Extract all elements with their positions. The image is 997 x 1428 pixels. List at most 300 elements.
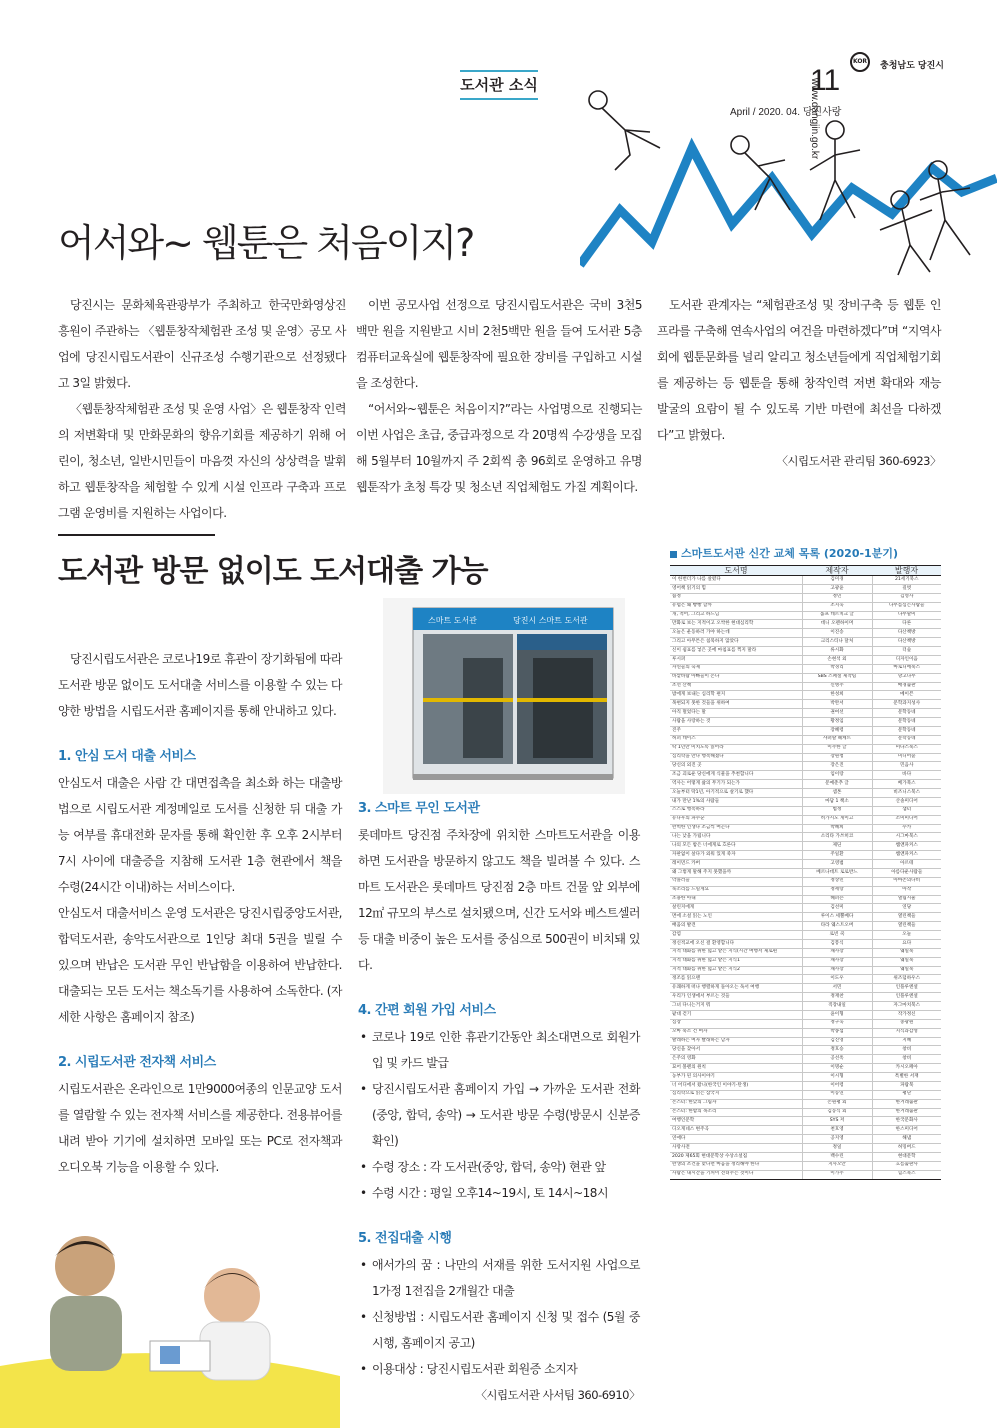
book-maker-cell: 이명순 — [802, 1064, 872, 1073]
book-title-cell: 당신을 찾아서 — [670, 1046, 802, 1055]
book-title-cell: 조금 괴로운 당신에게 식물을 추천합니다 — [670, 771, 802, 780]
webtoon-illustration — [580, 60, 997, 280]
book-publisher-cell: 요다 — [872, 939, 941, 948]
table-row — [670, 931, 941, 940]
table-row — [670, 762, 941, 771]
book-maker-cell: 정일 — [802, 1144, 872, 1153]
book-publisher-cell: 문학동네 — [872, 709, 941, 718]
article2-rule — [58, 534, 215, 536]
book-title-cell: 오늘부터 딱1년, 아기적으로 살기로 했다 — [670, 789, 802, 798]
book-maker-cell: 채사장 — [802, 966, 872, 975]
article2-s5-item: • 신청방법 : 시립도서관 홈페이지 신청 및 접수 (5월 중 시행, 홈페이지 공고) — [358, 1304, 640, 1356]
book-publisher-cell: 힐스북스 — [872, 1170, 941, 1179]
book-maker-cell: 정세랑 — [802, 886, 872, 895]
table-row — [670, 877, 941, 886]
book-publisher-cell: 웨일북 — [872, 948, 941, 957]
book-title-cell: 밤에게 보내는 심리학 편지 — [670, 691, 802, 700]
book-publisher-cell: 망고나무 — [872, 673, 941, 682]
book-title-cell: 정조를 읽으랜 — [670, 975, 802, 984]
table-row — [670, 1117, 941, 1126]
book-publisher-cell: 나무말미 — [872, 611, 941, 620]
book-publisher-cell: 웨일북 — [872, 957, 941, 966]
book-title-cell: 개, 적어, 그리고 하느님 — [670, 611, 802, 620]
book-title-cell: 루시퍼 — [670, 655, 802, 664]
book-publisher-cell: 메이븐 — [872, 691, 941, 700]
book-maker-cell: 법정 — [802, 806, 872, 815]
book-title-cell: 꼬마 북소 건 여자 — [670, 1028, 802, 1037]
table-row — [670, 726, 941, 735]
book-title-cell: 지적 대화를 위한 넓고 얕은 지식1 — [670, 957, 802, 966]
book-publisher-cell: 베가북스 — [872, 780, 941, 789]
table-row — [670, 620, 941, 629]
book-title-cell: 정신적교에 오신 걸 환영합니다 — [670, 939, 802, 948]
book-publisher-cell: 해냄 — [872, 1135, 941, 1144]
book-maker-cell: 천호영 — [802, 1126, 872, 1135]
article2-s5-title: 5. 전집대출 시행 — [358, 1231, 452, 1246]
table-row — [670, 851, 941, 860]
book-publisher-cell: 웨일북 — [872, 966, 941, 975]
book-publisher-cell: 오늘 — [872, 931, 941, 940]
children-reading-photo — [0, 1226, 340, 1428]
book-publisher-cell: 한스미디어 — [872, 1126, 941, 1135]
book-title-cell: 아직 멀었다는 말 — [670, 709, 802, 718]
book-maker-cell: 김진영 — [802, 1037, 872, 1046]
book-maker-cell: 공선옥 — [802, 1055, 872, 1064]
book-publisher-cell: 21세기북스 — [872, 576, 941, 585]
table-row — [670, 718, 941, 727]
book-publisher-cell: 길벗 — [872, 584, 941, 593]
book-publisher-cell: 디자인이음 — [872, 655, 941, 664]
page-number: 11 — [810, 64, 840, 97]
book-title-cell: 내가 만난 1%의 사람들 — [670, 797, 802, 806]
book-publisher-cell: 문학동네 — [872, 726, 941, 735]
table-row — [670, 1144, 941, 1153]
article2-s3-para-1: 롯데마트 당진점 주차장에 위치한 스마트도서관을 이용하면 도서관을 방문하지 않고도 책을 빌려볼 수 있다. 스마트 도서관은 롯데마트 당진점 2층 마트 건물 앞 외부에 12㎡ 규모의 부스로 설치됐으며, 신간 도서와 베스트셀러 등 대출 비중이 높은 도서를 중심으로 500권이 비치돼 있다. — [358, 828, 640, 972]
table-row — [670, 913, 941, 922]
section-tag — [460, 74, 538, 95]
book-publisher-cell: 비즈니스북스 — [872, 789, 941, 798]
book-maker-cell: 샤퍼랄 헤케트 — [802, 735, 872, 744]
book-maker-cell: 공지영 — [802, 1135, 872, 1144]
book-title-cell: 나의 모든 밤은 너에게로 흐른다 — [670, 842, 802, 851]
book-publisher-cell: 문학과지성사 — [872, 700, 941, 709]
book-maker-cell: 루이스 세뿔베다 — [802, 913, 872, 922]
smart-library-kiosk-photo — [383, 598, 625, 794]
book-title-cell: 연애다 — [670, 1135, 802, 1144]
table-row — [670, 948, 941, 957]
table-row — [670, 638, 941, 647]
table-row — [670, 1152, 941, 1161]
book-publisher-cell: 수카 — [872, 824, 941, 833]
article2-s1-para-2: 안심도서 대출서비스 운영 도서관은 당진시립중앙도서관, 합덕도서관, 송악도서관으로 1인당 최대 5권을 빌릴 수 있으며 반납은 도서관 무인 반납함을 이용하여 반납한다. 대출되는 모든 도서는 책소독기를 사용하여 소독한다. (자세한 사항은 홈페이지 참조) — [58, 906, 342, 1024]
book-maker-cell: 신병주 — [802, 682, 872, 691]
article2-s2-para-1: 시립도서관은 온라인으로 1만9000여종의 인문교양 도서를 열람할 수 있는 전자책 서비스를 제공한다. 전용뷰어를 내려 받아 기기에 설치하면 모바일 또는 PC로 전자책과 오디오북 기능을 이용할 수 있다. — [58, 1082, 342, 1174]
book-title-cell: 영어책 읽기의 힘 — [670, 584, 802, 593]
book-maker-cell: 서민 — [802, 984, 872, 993]
table-row — [670, 1010, 941, 1019]
book-maker-cell: 소리타 가쓰히코 — [802, 833, 872, 842]
article2-s4-item: • 당진시립도서관 홈페이지 가입 → 가까운 도서관 전화(중앙, 합덕, 송악) → 도서관 방문 수령(방문시 신분증 확인) — [358, 1076, 640, 1154]
article2-title: 도서관 방문 없이도 도서대출 가능 — [58, 554, 488, 589]
table-row — [670, 744, 941, 753]
book-maker-cell: 황정임 — [802, 718, 872, 727]
table-row — [670, 1037, 941, 1046]
table-row — [670, 984, 941, 993]
book-title-cell: 뉴나우의 파수꾼 — [670, 815, 802, 824]
book-publisher-cell: 아작 — [872, 886, 941, 895]
book-publisher-cell: 지식과감성 — [872, 1028, 941, 1037]
book-list-title-text: 스마트도서관 신간 교체 목록 (2020-1분기) — [681, 547, 898, 560]
book-title-cell: 감염 — [670, 931, 802, 940]
book-publisher-cell: 창비 — [872, 1046, 941, 1055]
article2-s5-item: • 이용대상 : 당진시립도서관 회원증 소지자 — [358, 1356, 640, 1382]
book-publisher-cell: 열린책들 — [872, 913, 941, 922]
book-maker-cell: 윤이형 — [802, 1010, 872, 1019]
book-publisher-cell: 쌤앤파커스 — [872, 851, 941, 860]
book-title-cell: 바깥바람 아빠들이 온다 — [670, 673, 802, 682]
website-url: www.dangjin.go.kr — [809, 78, 820, 160]
book-publisher-cell: 더숲 — [872, 647, 941, 656]
book-maker-cell: 장원청 — [802, 753, 872, 762]
book-publisher-cell: 한국문화사 — [872, 1117, 941, 1126]
table-row — [670, 647, 941, 656]
book-publisher-cell: 한겨레출판 — [872, 1108, 941, 1117]
article2-credit: 〈시립도서관 사서팀 360-6910〉 — [475, 1388, 640, 1402]
table-row — [670, 700, 941, 709]
table-row — [670, 709, 941, 718]
book-title-cell: 조용한 아내 — [670, 895, 802, 904]
book-maker-cell: 마담 1 책소 — [802, 797, 872, 806]
book-title-cell: 악플러들 — [670, 877, 802, 886]
table-row — [670, 753, 941, 762]
table-row — [670, 655, 941, 664]
book-maker-cell: 이진송 — [802, 629, 872, 638]
book-title-cell: 디오게네스 변주곡 — [670, 1126, 802, 1135]
book-title-cell: 유쾌하게 떠나 행렬하게 돌아오는 독서 여행 — [670, 984, 802, 993]
book-maker-cell: 이도우 — [802, 975, 872, 984]
book-publisher-cell: 한겨레출판 — [872, 1099, 941, 1108]
book-maker-cell: 제딘 — [802, 842, 872, 851]
article2-s1-title: 1. 안심 도서 대출 서비스 — [58, 749, 196, 764]
book-publisher-cell: 아름다운사람들 — [872, 868, 941, 877]
table-row — [670, 904, 941, 913]
book-maker-cell: 이동연 — [802, 1090, 872, 1099]
book-maker-cell: 혜퍼슨 — [802, 895, 872, 904]
book-publisher-cell: 미다스북스 — [872, 744, 941, 753]
book-maker-cell: SYS 저 — [802, 1117, 872, 1126]
book-table-body — [670, 576, 941, 1180]
book-title-cell: 레이먼드 카버 — [670, 860, 802, 869]
issue-date: April / 2020. 04. 당진사랑 — [730, 107, 842, 118]
table-row — [670, 673, 941, 682]
table-row — [670, 922, 941, 931]
kiosk-sign-right: 당진시 스마트 도서관 — [513, 616, 588, 625]
book-publisher-cell: 지혜 — [872, 1037, 941, 1046]
table-row — [670, 629, 941, 638]
book-title-cell: 자판없이 살다가 외워 있게 죽자 — [670, 851, 802, 860]
book-title-cell: 농부가 된 의사이야기 — [670, 1073, 802, 1082]
table-row — [670, 1135, 941, 1144]
book-publisher-cell: 창비 — [872, 1055, 941, 1064]
book-title-cell: 사람을 사랑하는 것 — [670, 718, 802, 727]
book-title-cell: 딱 1년만 미치도록 읽어라 — [670, 744, 802, 753]
book-maker-cell: 크리스티나 달처 — [802, 638, 872, 647]
book-title-cell: 목현되지 못한 것들을 위하여 — [670, 700, 802, 709]
table-row — [670, 895, 941, 904]
book-title-cell: 사랑사전 — [670, 1144, 802, 1153]
table-row — [670, 1019, 941, 1028]
book-maker-cell: 롤프 데르치크 글 — [802, 611, 872, 620]
book-maker-cell: 정민 — [802, 593, 872, 602]
book-maker-cell: 데니 오펜하이머 — [802, 620, 872, 629]
table-row — [670, 780, 941, 789]
book-title-cell: 그녀 다니는거지 뭐 — [670, 1002, 802, 1011]
book-maker-cell: 베르나데트 로로반느 — [802, 868, 872, 877]
book-title-cell: 이 한번더가 나를 살렸다 — [670, 576, 802, 585]
book-publisher-cell: 나무를심는사람들 — [872, 602, 941, 611]
book-title-cell: 배움의 발견 — [670, 922, 802, 931]
book-maker-cell: 손현석 외 — [802, 655, 872, 664]
book-title-cell: 신이 쉼표를 넣은 곳에 마침표를 찍지 말라 — [670, 647, 802, 656]
book-list-table — [670, 565, 941, 1180]
book-publisher-cell: 문학동네 — [872, 735, 941, 744]
book-publisher-cell: 열린책들 — [872, 922, 941, 931]
book-publisher-cell: 중광원 — [872, 1019, 941, 1028]
table-row — [670, 1073, 941, 1082]
book-title-cell: 유럽은 왜 빵빵 할까 — [670, 602, 802, 611]
book-title-cell: 스스로 행복하라 — [670, 806, 802, 815]
book-maker-cell: 류시화 — [802, 647, 872, 656]
table-row — [670, 957, 941, 966]
book-publisher-cell: 매경출판 — [872, 682, 941, 691]
article1-title: 어서와~ 웹툰은 처음이지? — [58, 221, 474, 265]
table-row — [670, 1108, 941, 1117]
book-publisher-cell: 아르테 — [872, 860, 941, 869]
table-row — [670, 1170, 941, 1179]
book-maker-cell: 지사오안 — [802, 1161, 872, 1170]
table-row — [670, 771, 941, 780]
article2-middle-column — [358, 776, 640, 1408]
book-title-cell: 자연들의 숙제 — [670, 664, 802, 673]
book-maker-cell: 김봉식 — [802, 939, 872, 948]
region-name: 충청남도 당진시 — [880, 61, 944, 71]
section-tag-top-rule — [460, 70, 538, 72]
table-row — [670, 602, 941, 611]
table-row — [670, 1090, 941, 1099]
book-maker-cell: 권여선 — [802, 709, 872, 718]
book-title-cell: 여행인문학 — [670, 1117, 802, 1126]
table-row — [670, 868, 941, 877]
book-title-cell: 만화로 보는 지적이고 오싹한 현대심리학 — [670, 620, 802, 629]
book-title-cell: 진주 — [670, 726, 802, 735]
book-publisher-cell: 특별한 서재 — [872, 1073, 941, 1082]
book-maker-cell: 채사장 — [802, 948, 872, 957]
book-maker-cell: 셈톤 — [802, 789, 872, 798]
book-title-cell: 나는 낮을 가립니다 — [670, 833, 802, 842]
book-title-cell: 왜 그렇게 말해 주지 못했을까 — [670, 868, 802, 877]
table-row — [670, 1099, 941, 1108]
section-tag-label: 도서관 소식 — [460, 76, 538, 94]
table-row — [670, 735, 941, 744]
table-row — [670, 691, 941, 700]
table-row — [670, 1055, 941, 1064]
article2-s2-title: 2. 시립도서관 전자책 서비스 — [58, 1055, 216, 1070]
article2-s4-item: • 코로나 19로 인한 휴관기간동안 최소대면으로 회원가입 및 카드 발급 — [358, 1024, 640, 1076]
table-row — [670, 1126, 941, 1135]
book-table-header-maker: 제작자 — [802, 566, 872, 576]
table-row — [670, 584, 941, 593]
book-title-cell: 지적 대화를 위한 넓고 얕은 지식(시간 여행서 제로편 — [670, 948, 802, 957]
table-row — [670, 993, 941, 1002]
book-publisher-cell: 카시오페아 — [872, 1064, 941, 1073]
book-maker-cell: 타라 웨스트오버 — [802, 922, 872, 931]
table-row — [670, 576, 941, 585]
book-title-cell: 지적 대화를 위한 넓고 얕은 지식2 — [670, 966, 802, 975]
article1-col2-para-2: “어서와~웹툰은 처음이지?”라는 사업명으로 진행되는 이번 사업은 초급, 중급과정으로 각 20명씩 수강생을 모집해 5월부터 10월까지 주 2회씩 총 96회로 운영하고 유명 웹툰작가 초청 특강 및 청소년 직업체험도 가질 계획이다. — [356, 402, 642, 494]
table-row — [670, 966, 941, 975]
article2-intro: 당진시립도서관은 코로나19로 휴관이 장기화됨에 따라 도서관 방문 없이도 도서대출 서비스를 이용할 수 있는 다양한 방법을 시립도서관 홈페이지를 통해 안내하고 있다. — [58, 652, 342, 718]
article2-left-column — [58, 646, 342, 1180]
book-maker-cell: 백수린 — [802, 1152, 872, 1161]
book-title-cell: 허퍼 데이스 — [670, 735, 802, 744]
book-maker-cell: 박종섬 — [802, 1028, 872, 1037]
book-maker-cell: 주일환 — [802, 851, 872, 860]
book-maker-cell: 박경리 — [802, 664, 872, 673]
book-title-cell: 심리학으로 읽는 삼국지 — [670, 1090, 802, 1099]
article1-column-1 — [58, 292, 346, 526]
table-row — [670, 833, 941, 842]
article1-col2-para-1: 이번 공모사업 선정으로 당진시립도서관은 국비 3천5백만 원을 지원받고 시비 2천5백만 원을 들여 도서관 5층 컴퓨터교육실에 웹툰창작에 필요한 장비를 구입하고 시설을 조성한다. — [356, 298, 642, 390]
book-maker-cell: 정구욱 — [802, 1019, 872, 1028]
book-publisher-cell: 시그마북스 — [872, 833, 941, 842]
book-maker-cell: 이주한 글 — [802, 744, 872, 753]
book-title-cell: 습정 — [670, 593, 802, 602]
book-title-cell: 2020 제65회 현대문학상 수상소설집 — [670, 1152, 802, 1161]
table-row — [670, 797, 941, 806]
book-publisher-cell: 미디어숲 — [872, 753, 941, 762]
article2-s1-para-1: 안심도서 대출은 사람 간 대면접촉을 최소화 하는 대출방법으로 시립도서관 계정메일로 도서를 신청한 뒤 대출 가능 여부를 휴대전화 문자를 통해 확인한 후 오후 2시부터 7시 사이에 대출증을 지참해 도서관 1층 현관에서 책을 수령(24시간 이내)하는 서비스이다. — [58, 776, 342, 894]
square-bullet-icon — [670, 551, 677, 558]
table-row — [670, 1081, 941, 1090]
book-publisher-cell: 김영사 — [872, 593, 941, 602]
book-maker-cell: 히가시노 게이고 — [802, 815, 872, 824]
section-tag-bottom-rule — [460, 98, 538, 100]
book-table-header-publisher: 발행자 — [872, 566, 941, 576]
book-publisher-cell: 쌤앤파커스 — [872, 842, 941, 851]
table-row — [670, 860, 941, 869]
table-row — [670, 1028, 941, 1037]
book-title-cell: 팥대 걷기 — [670, 1010, 802, 1019]
book-title-cell: 몬스터: 한밤의 목소리 — [670, 1108, 802, 1117]
book-publisher-cell: 다산책방 — [872, 629, 941, 638]
book-maker-cell: 이어령 — [802, 1081, 872, 1090]
book-publisher-cell: 작가정신 — [872, 1010, 941, 1019]
book-maker-cell: 정상민 — [802, 877, 872, 886]
book-title-cell: 묘어 볼펜의 원칙 — [670, 1064, 802, 1073]
book-title-cell: 심장 — [670, 1019, 802, 1028]
book-publisher-cell: 허밍버드 — [872, 1144, 941, 1153]
article1-credit: 〈시립도서관 관리팀 360-6923〉 — [776, 454, 941, 468]
book-publisher-cell: 산솔미디어 — [872, 797, 941, 806]
article2-s5-item: • 애서가의 꿈 : 나만의 서재를 위한 도서지원 사업으로 1가정 1전집을 2개월간 대출 — [358, 1252, 640, 1304]
table-row — [670, 593, 941, 602]
book-title-cell: 너 어디에서 왔니(한국인 이야기-탄생) — [670, 1081, 802, 1090]
book-publisher-cell: 소미미디어 — [872, 815, 941, 824]
book-title-cell: 면에 소설 읽는 노인 — [670, 913, 802, 922]
kiosk-sign-left: 스마트 도서관 — [428, 616, 477, 625]
table-row — [670, 664, 941, 673]
book-maker-cell: 채사장 — [802, 957, 872, 966]
book-title-cell: 그리고 아무튼은 침묵하지 않았다 — [670, 638, 802, 647]
table-row — [670, 824, 941, 833]
book-title-cell: 당신의 외진 곳 — [670, 762, 802, 771]
book-publisher-cell: 다산책방 — [872, 638, 941, 647]
article2-s3-title: 3. 스마트 무인 도서관 — [358, 801, 480, 816]
article1-col3-para-1: 도서관 관계자는 “체험관조성 및 장비구축 등 웹툰 인프라를 구축해 연속사업의 여건을 마련하겠다”며 “지역사회에 웹툰문화를 널리 알리고 청소년들에게 직업체험기회를 제공하는 등 웹툰을 통해 창작인력 저변 확대와 재능 발굴의 요람이 될 수 있도록 기반 마련에 최선을 다하겠다”고 밝혔다. — [657, 298, 941, 442]
book-publisher-cell: 평단 — [872, 1090, 941, 1099]
book-maker-cell: 박혜희 — [802, 824, 872, 833]
book-maker-cell: 장혜령 — [802, 726, 872, 735]
book-title-cell: 푹소리를 드릴게요 — [670, 886, 802, 895]
book-title-cell: 우리가 인생에서 부르는 것들 — [670, 993, 802, 1002]
book-publisher-cell: 마로니에북스 — [872, 664, 941, 673]
article2-s4-title: 4. 간편 회원 가입 서비스 — [358, 1003, 496, 1018]
book-publisher-cell: 열림시물 — [872, 895, 941, 904]
book-maker-cell: 고영범 — [802, 860, 872, 869]
article2-s4-item: • 수령 장소 : 각 도서관(중앙, 합덕, 송악) 현관 앞 — [358, 1154, 640, 1180]
table-row — [670, 682, 941, 691]
book-maker-cell: 김미경 — [802, 576, 872, 585]
book-title-cell: 몬스터: 한낮의 그림자 — [670, 1099, 802, 1108]
table-row — [670, 842, 941, 851]
book-publisher-cell: 자그마치북스 — [872, 1002, 941, 1011]
book-publisher-cell: 인플루엔셜 — [872, 993, 941, 1002]
book-list-title — [670, 545, 941, 561]
book-publisher-cell: 다른 — [872, 620, 941, 629]
book-maker-cell: 이가주 — [802, 1170, 872, 1179]
book-publisher-cell: 문학동네 — [872, 718, 941, 727]
book-title-cell: 은주의 영화 — [670, 1055, 802, 1064]
book-publisher-cell: 아마존의나비 — [872, 877, 941, 886]
book-title-cell: 심리학을 만나 행복해졌다 — [670, 753, 802, 762]
book-maker-cell: 직장내일 — [802, 1002, 872, 1011]
table-row — [670, 1002, 941, 1011]
book-maker-cell: 김선미 — [802, 904, 872, 913]
book-maker-cell: 이시형 — [802, 1073, 872, 1082]
book-maker-cell: 로빈 쿡 — [802, 931, 872, 940]
book-title-cell: 살린지에게 — [670, 904, 802, 913]
book-list-table-section — [670, 545, 941, 1180]
table-row — [670, 975, 941, 984]
table-row — [670, 1046, 941, 1055]
article2-s5-list — [358, 1252, 640, 1382]
book-publisher-cell: 파람북 — [872, 1081, 941, 1090]
book-maker-cell: 박완서 — [802, 700, 872, 709]
book-maker-cell: 장은진 — [802, 762, 872, 771]
book-maker-cell: 한성희 — [802, 691, 872, 700]
book-publisher-cell: 샘터 — [872, 806, 941, 815]
article2-s4-list — [358, 1024, 640, 1206]
book-publisher-cell: 바다 — [872, 771, 941, 780]
city-logo-text: KOR — [852, 58, 868, 65]
book-publisher-cell: 위즈덤하우스 — [872, 975, 941, 984]
book-maker-cell: 고광윤 — [802, 584, 872, 593]
book-publisher-cell: 민음사 — [872, 762, 941, 771]
book-publisher-cell: 현대문학 — [872, 1152, 941, 1161]
book-title-cell: 완벽한 인생나 조금씩 여곤다 — [670, 824, 802, 833]
article2-s4-item: • 수령 시간 : 평일 오후14~19시, 토 14시~18시 — [358, 1180, 640, 1206]
table-row — [670, 806, 941, 815]
